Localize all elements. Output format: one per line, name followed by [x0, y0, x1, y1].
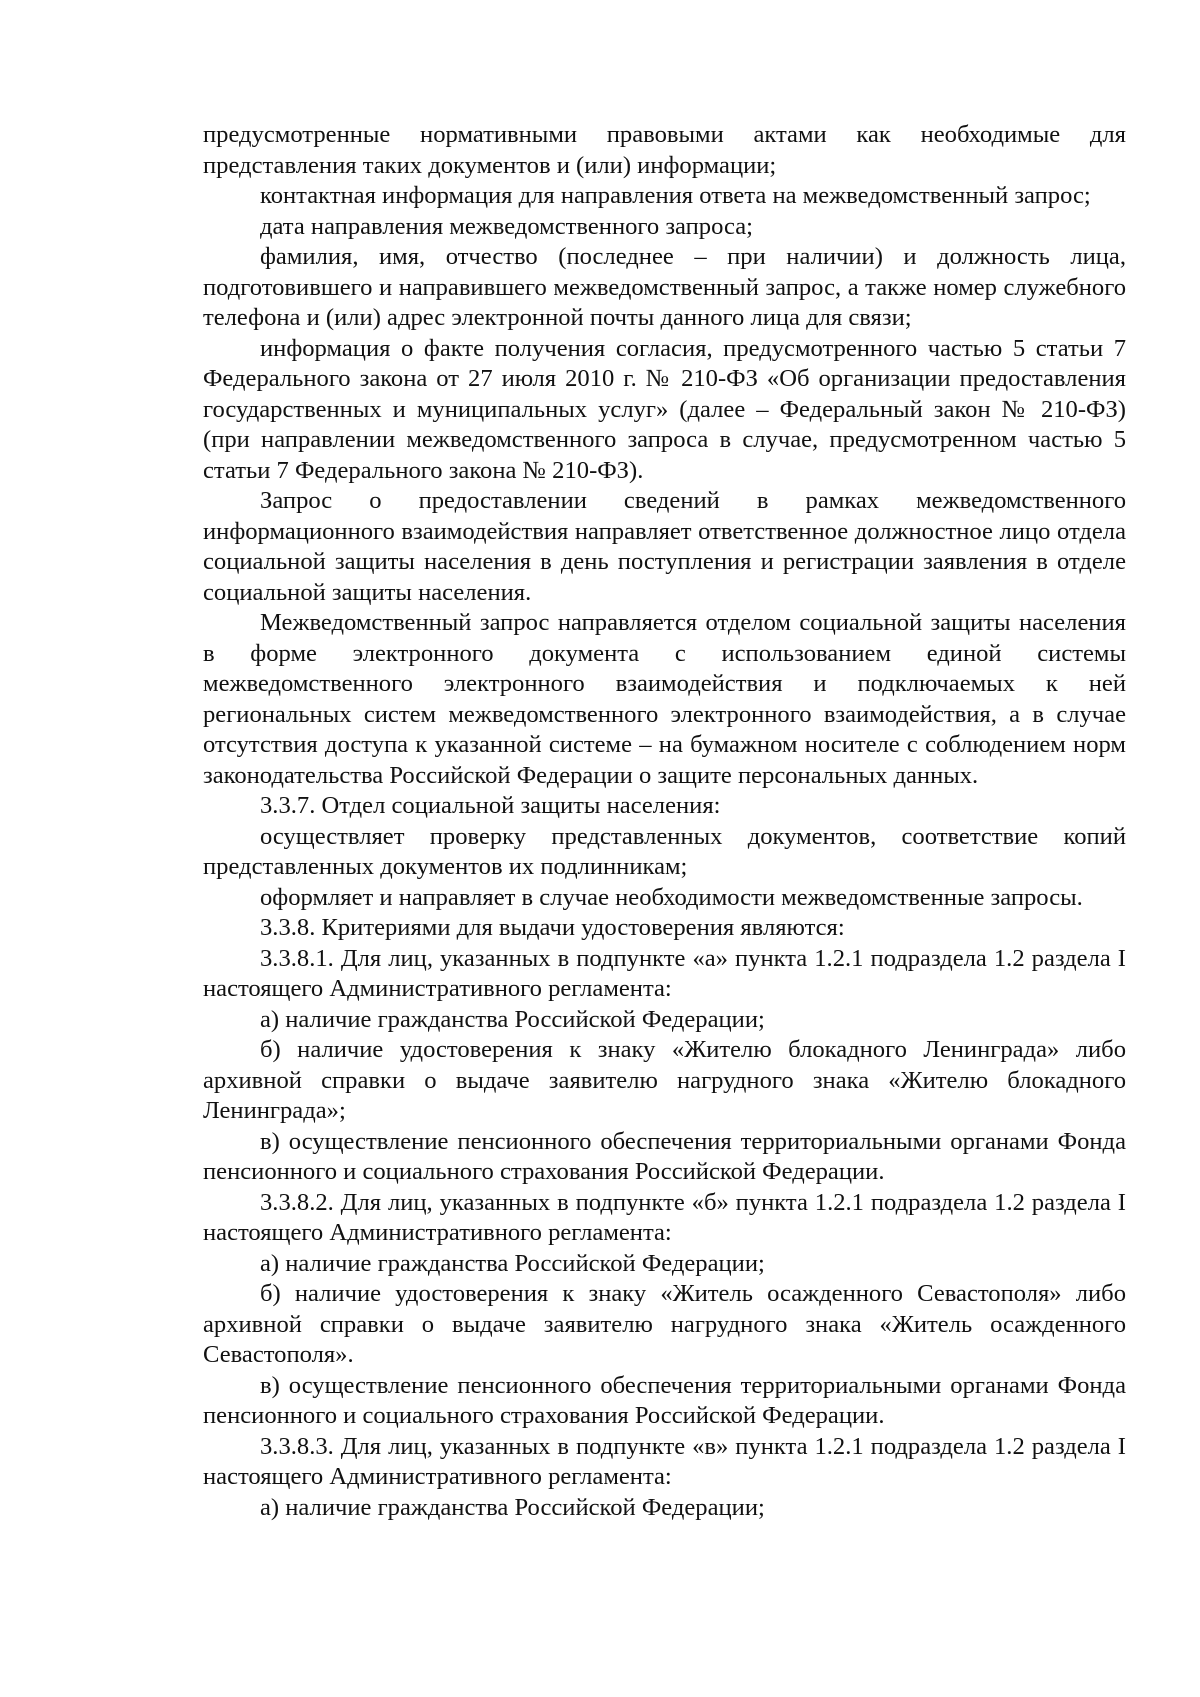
- paragraph: фамилия, имя, отчество (последнее – при наличии) и должность лица, подготовившего и направившего межведомственный запрос, а также номер служебного телефона и (или) адрес электронной почты данного лица для связи;: [203, 243, 1126, 331]
- paragraph: Запрос о предоставлении сведений в рамках межведомственного информационного взаимодействия направляет ответственное должностное лицо отдела социальной защиты населения в день поступления и регистрации заявления в отделе социальной защиты населения.: [203, 487, 1126, 606]
- list-item: б) наличие удостоверения к знаку «Жителю блокадного Ленинграда» либо архивной справки о выдаче заявителю нагрудного знака «Жителю блокадного Ленинграда»;: [203, 1036, 1126, 1124]
- list-item: а) наличие гражданства Российской Федерации;: [260, 1493, 765, 1521]
- section-heading: 3.3.7. Отдел социальной защиты населения:: [260, 792, 721, 819]
- paragraph: Межведомственный запрос направляется отделом социальной защиты населения в форме электронного документа с использованием единой системы межведомственного электронного взаимодействия и подключаемых к ней региональных систем межведомственного электронного взаимодействия, а в случае отсутствия доступа к указанной системе – на бумажном носителе с соблюдением норм законодательства Российской Федерации о защите персональных данных.: [203, 609, 1126, 789]
- subsection-heading: 3.3.8.1. Для лиц, указанных в подпункте «а» пункта 1.2.1 подраздела 1.2 раздела I настоящего Административного регламента:: [203, 944, 1126, 1002]
- paragraph-continuation: предусмотренные нормативными правовыми актами как необходимые для представления таких документов и (или) информации;: [203, 121, 1126, 179]
- paragraph: оформляет и направляет в случае необходимости межведомственные запросы.: [260, 883, 1083, 911]
- paragraph: дата направления межведомственного запроса;: [260, 212, 753, 240]
- paragraph: осуществляет проверку представленных документов, соответствие копий представленных документов их подлинникам;: [203, 822, 1126, 880]
- paragraph: контактная информация для направления ответа на межведомственный запрос;: [260, 182, 1091, 209]
- document-body: [203, 120, 1126, 1523]
- list-item: в) осуществление пенсионного обеспечения территориальными органами Фонда пенсионного и социального страхования Российской Федерации.: [203, 1371, 1126, 1429]
- list-item: б) наличие удостоверения к знаку «Житель осажденного Севастополя» либо архивной справки о выдаче заявителю нагрудного знака «Житель осажденного Севастополя».: [203, 1280, 1126, 1368]
- paragraph: информация о факте получения согласия, предусмотренного частью 5 статьи 7 Федерального закона от 27 июля 2010 г. № 210-ФЗ «Об организации предоставления государственных и муниципальных услуг» (далее – Федеральный закон № 210-ФЗ) (при направлении межведомственного запроса в случае, предусмотренном частью 5 статьи 7 Федерального закона № 210-ФЗ).: [203, 334, 1126, 484]
- section-heading: 3.3.8. Критериями для выдачи удостоверения являются:: [260, 914, 845, 941]
- subsection-heading: 3.3.8.2. Для лиц, указанных в подпункте «б» пункта 1.2.1 подраздела 1.2 раздела I настоящего Административного регламента:: [203, 1188, 1126, 1246]
- subsection-heading: 3.3.8.3. Для лиц, указанных в подпункте «в» пункта 1.2.1 подраздела 1.2 раздела I настоящего Административного регламента:: [203, 1432, 1126, 1490]
- list-item: а) наличие гражданства Российской Федерации;: [260, 1249, 765, 1277]
- list-item: а) наличие гражданства Российской Федерации;: [260, 1005, 765, 1033]
- list-item: в) осуществление пенсионного обеспечения территориальными органами Фонда пенсионного и социального страхования Российской Федерации.: [203, 1127, 1126, 1185]
